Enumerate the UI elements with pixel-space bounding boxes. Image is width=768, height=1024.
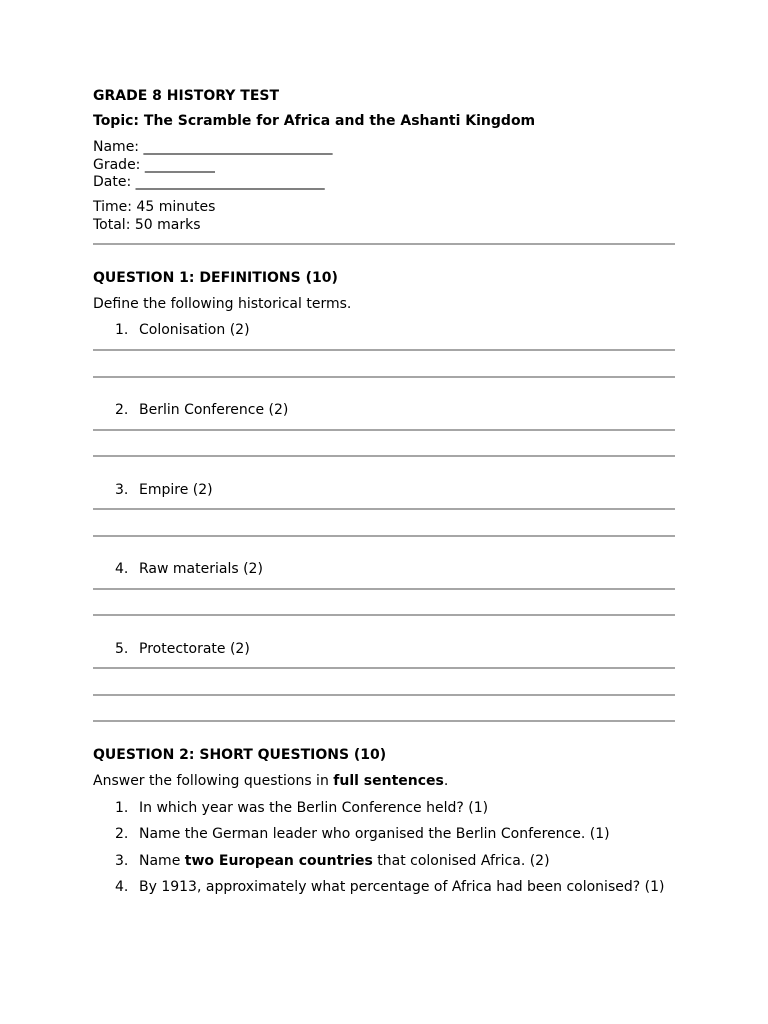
time-allowed: Time: 45 minutes: [93, 199, 216, 215]
answer-line: [93, 588, 675, 590]
answer-line: [93, 349, 675, 351]
answer-line: [93, 667, 675, 669]
q1-item-text: Protectorate (2): [139, 641, 250, 657]
test-topic: Topic: The Scramble for Africa and the Ashanti Kingdom: [93, 113, 536, 129]
question2-heading: QUESTION 2: SHORT QUESTIONS (10): [93, 747, 387, 763]
q2-item-number: 4.: [115, 879, 129, 895]
q2-item-text-part: that colonised Africa. (2): [372, 853, 550, 869]
q2-item-emphasis: two European countries: [184, 853, 373, 869]
answer-line: [93, 535, 675, 537]
question2-instruction: [93, 772, 448, 790]
q1-item-text: Colonisation (2): [139, 322, 250, 338]
total-marks: Total: 50 marks: [93, 217, 201, 233]
answer-line: [93, 614, 675, 616]
section-divider: [93, 243, 675, 245]
q1-item-text: Empire (2): [139, 482, 213, 498]
q2-item-text: Name the German leader who organised the Berlin Conference. (1): [139, 826, 610, 842]
q2-item-number: 2.: [115, 826, 129, 842]
q1-item-text: Raw materials (2): [139, 561, 263, 577]
q2-item-text: [139, 852, 550, 870]
date-field-line: Date: ___________________________: [93, 174, 325, 190]
answer-line: [93, 694, 675, 696]
instruction-text: Answer the following questions in: [93, 773, 334, 789]
q2-item-text: By 1913, approximately what percentage of Africa had been colonised? (1): [139, 879, 665, 895]
question1-heading: QUESTION 1: DEFINITIONS (10): [93, 270, 338, 286]
instruction-text: .: [443, 773, 449, 789]
name-field-line: Name: ___________________________: [93, 139, 333, 155]
question1-instruction: Define the following historical terms.: [93, 296, 352, 312]
q1-item-number: 3.: [115, 482, 129, 498]
section-divider: [93, 720, 675, 722]
q2-item-number: 3.: [115, 853, 129, 869]
test-title: GRADE 8 HISTORY TEST: [93, 88, 280, 104]
grade-field-line: Grade: __________: [93, 157, 215, 173]
q2-item-text-part: Name: [139, 853, 185, 869]
q2-item-number: 1.: [115, 800, 129, 816]
answer-line: [93, 376, 675, 378]
answer-line: [93, 429, 675, 431]
q1-item-number: 2.: [115, 402, 129, 418]
instruction-emphasis: full sentences: [333, 773, 444, 789]
answer-line: [93, 508, 675, 510]
q1-item-number: 4.: [115, 561, 129, 577]
q2-item-text: In which year was the Berlin Conference held? (1): [139, 800, 489, 816]
answer-line: [93, 455, 675, 457]
q1-item-text: Berlin Conference (2): [139, 402, 289, 418]
q1-item-number: 1.: [115, 322, 129, 338]
q1-item-number: 5.: [115, 641, 129, 657]
